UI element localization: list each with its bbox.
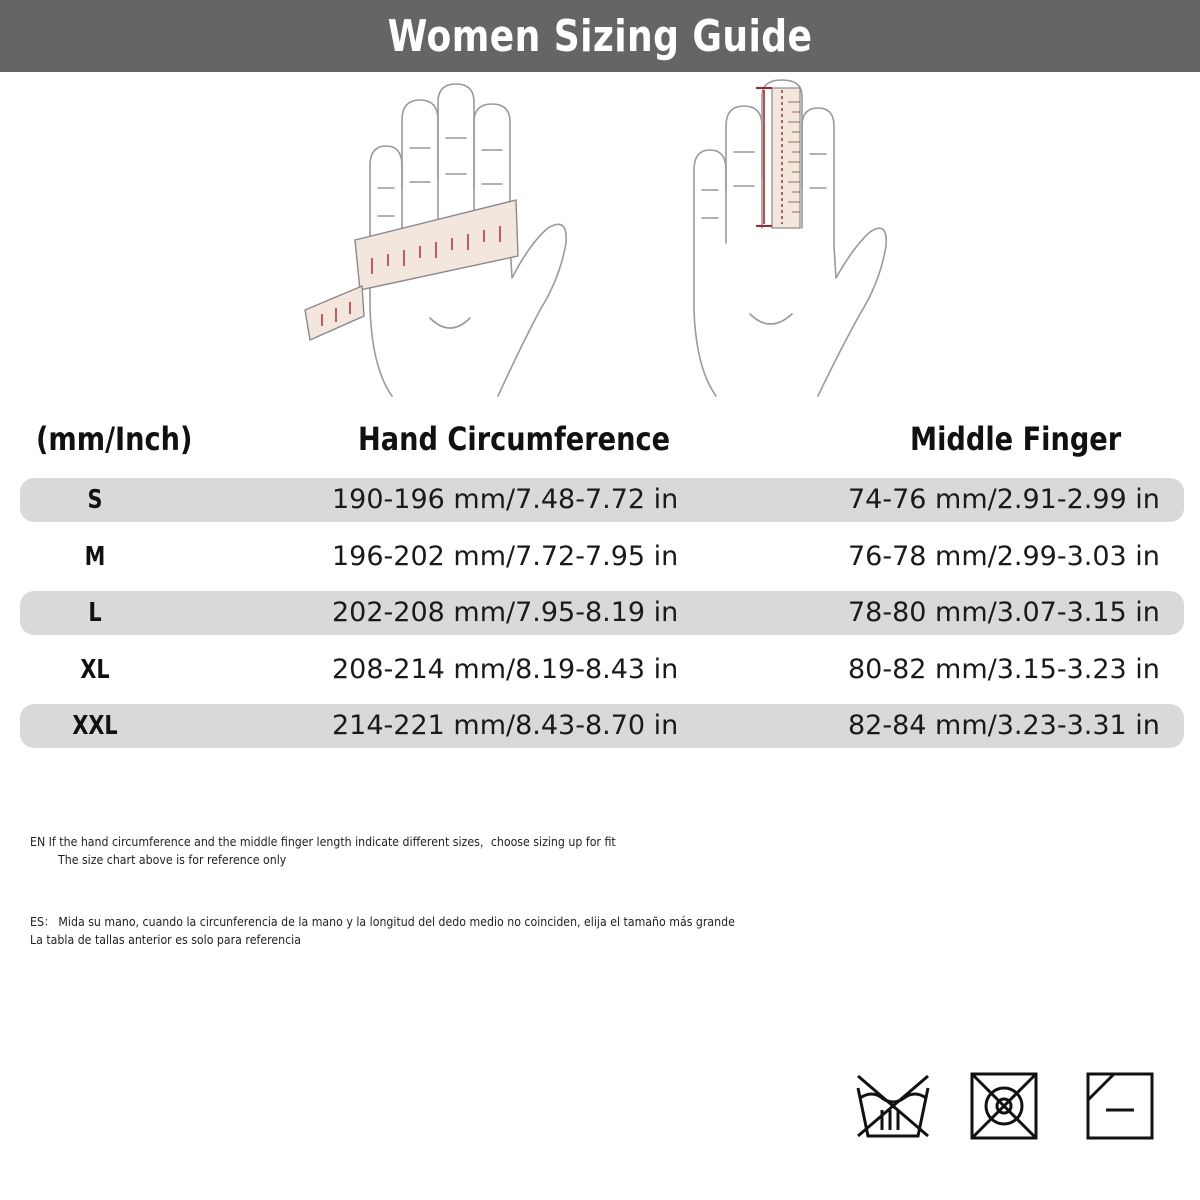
note-en-line1: EN If the hand circumference and the middle finger length indicate different sizes，choose sizing up for fit	[30, 834, 616, 849]
middle-finger-header: Middle Finger	[910, 420, 1122, 458]
middle-finger-value: 82-84 mm/3.23-3.31 in	[848, 710, 1160, 741]
size-label: M	[84, 542, 106, 572]
dry-flat-in-shade-icon	[1084, 1070, 1156, 1142]
size-label: S	[87, 485, 103, 515]
hand-circumference-value: 196-202 mm/7.72-7.95 in	[332, 541, 679, 572]
table-row	[20, 591, 1184, 635]
table-row	[20, 704, 1184, 748]
size-label: L	[88, 598, 102, 628]
hand-circumference-header: Hand Circumference	[358, 420, 671, 458]
hand-circumference-value: 202-208 mm/7.95-8.19 in	[332, 597, 679, 628]
hand-circumference-value: 214-221 mm/8.43-8.70 in	[332, 710, 679, 741]
middle-finger-value: 76-78 mm/2.99-3.03 in	[848, 541, 1160, 572]
hand-circumference-value: 190-196 mm/7.48-7.72 in	[332, 484, 679, 515]
table-row	[20, 535, 1184, 579]
table-row	[20, 478, 1184, 522]
note-en-line2: The size chart above is for reference only	[58, 852, 287, 867]
page-title: Women Sizing Guide	[387, 10, 813, 62]
middle-finger-value: 74-76 mm/2.91-2.99 in	[848, 484, 1160, 515]
note-es-line1: ES： Mida su mano, cuando la circunferencia de la mano y la longitud del dedo medio no coinciden, elija el tamaño más grande	[30, 914, 735, 929]
hand-illustrations	[0, 78, 1200, 408]
middle-finger-value: 80-82 mm/3.15-3.23 in	[848, 654, 1160, 685]
do-not-tumble-dry-icon	[968, 1070, 1040, 1142]
note-es-line2: La tabla de tallas anterior es solo para referencia	[30, 932, 301, 947]
measuring-tape	[305, 200, 518, 340]
size-label: XXL	[72, 711, 118, 741]
unit-header: (mm/Inch)	[36, 420, 193, 458]
size-label: XL	[80, 655, 110, 685]
title-bar	[0, 0, 1200, 72]
do-not-wash-icon	[852, 1070, 934, 1142]
table-row	[20, 648, 1184, 692]
hand-circumference-value: 208-214 mm/8.19-8.43 in	[332, 654, 679, 685]
middle-finger-value: 78-80 mm/3.07-3.15 in	[848, 597, 1160, 628]
